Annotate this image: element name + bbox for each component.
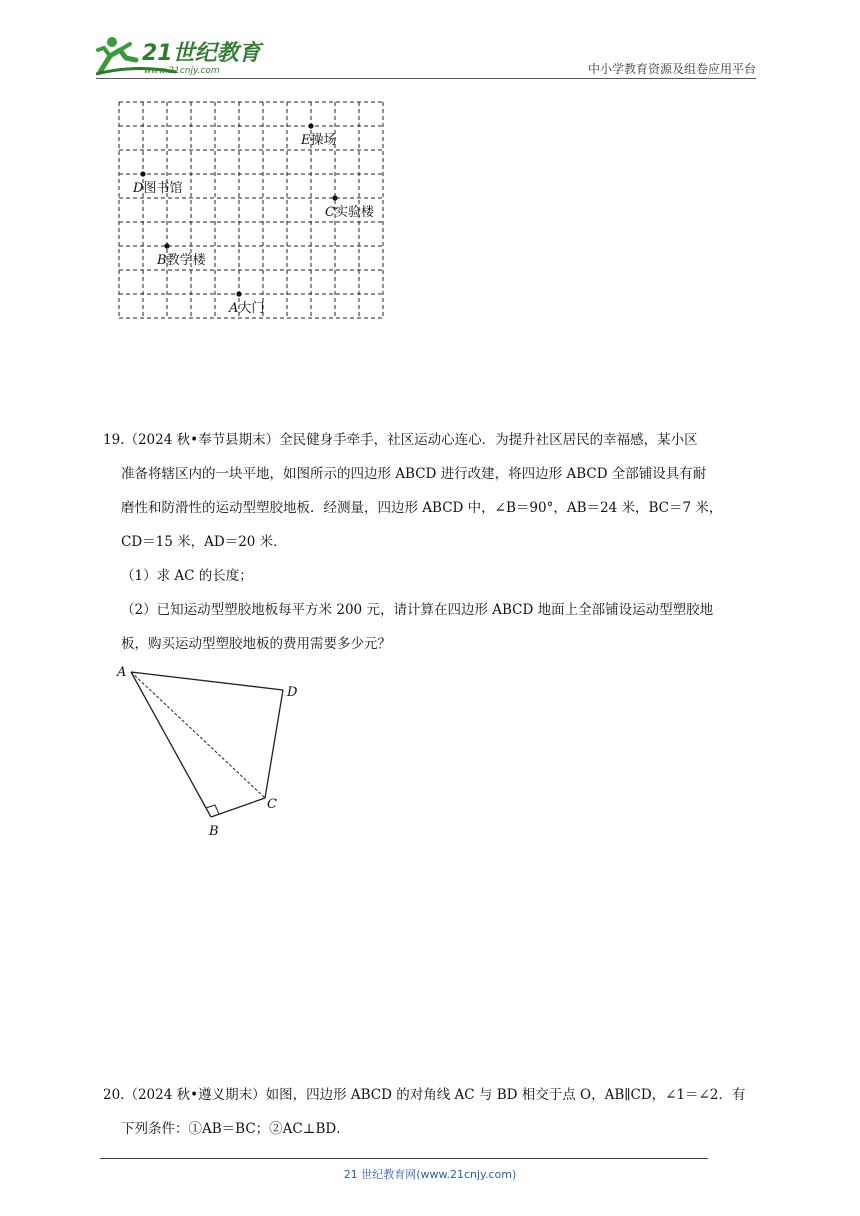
header-divider [96,78,756,79]
question-19 [103,423,763,661]
question-20 [103,1078,763,1146]
q19-line-1: 19.（2024 秋•奉节县期末）全民健身手牵手，社区运动心连心．为提升社区居民的幸福感，某小区 [103,432,698,448]
diagonal-ac [131,672,265,798]
logo-icon [96,34,266,78]
q19-sub-1: （1）求 AC 的长度； [121,568,253,584]
side-bc [211,798,265,817]
q19-sub-2b: 板，购买运动型塑胶地板的费用需要多少元？ [121,636,391,652]
point-c-dot [332,195,337,200]
footer-divider [100,1158,708,1159]
page-header [0,0,860,82]
q19-line-4: CD＝15 米，AD＝20 米． [121,534,287,550]
point-a-dot [236,291,241,296]
campus-grid-figure [118,101,384,320]
point-b-dot [164,243,169,248]
point-c-label: C实验楼 [325,205,374,220]
point-e-label: E操场 [301,133,337,148]
label-c: C [267,797,277,812]
label-b: B [209,824,219,839]
side-da [131,672,283,690]
q19-line-2: 准备将辖区内的一块平地，如图所示的四边形 ABCD 进行改建，将四边形 ABCD 全部铺设具有耐 [121,466,707,482]
label-a: A [117,665,127,680]
logo-text: 21世纪教育 [142,41,261,66]
point-e-dot [308,123,313,128]
platform-name: 中小学教育资源及组卷应用平台 [587,62,756,76]
q20-line-2: 下列条件：①AB＝BC；②AC⊥BD． [121,1121,350,1137]
label-d: D [287,685,298,700]
side-cd [265,690,283,798]
q19-sub-2a: （2）已知运动型塑胶地板每平方米 200 元，请计算在四边形 ABCD 地面上全部铺设运动型塑胶地 [121,602,714,618]
side-ab [131,672,211,817]
q19-line-3: 磨性和防滑性的运动型塑胶地板．经测量，四边形 ABCD 中，∠B＝90°，AB＝24 米，BC＝7 米， [121,500,723,516]
point-d-label: D图书馆 [133,181,183,196]
q20-line-1: 20.（2024 秋•遵义期末）如图，四边形 ABCD 的对角线 AC 与 BD 相交于点 O，AB∥CD，∠1＝∠2．有 [103,1087,746,1103]
logo-url: www.21cnjy.com [144,66,220,76]
point-d-dot [140,171,145,176]
point-b-label: B教学楼 [157,253,206,268]
point-a-label: A大门 [229,301,265,316]
quadrilateral-figure [113,660,313,840]
footer-text: 21 世纪教育网(www.21cnjy.com) [343,1168,517,1181]
